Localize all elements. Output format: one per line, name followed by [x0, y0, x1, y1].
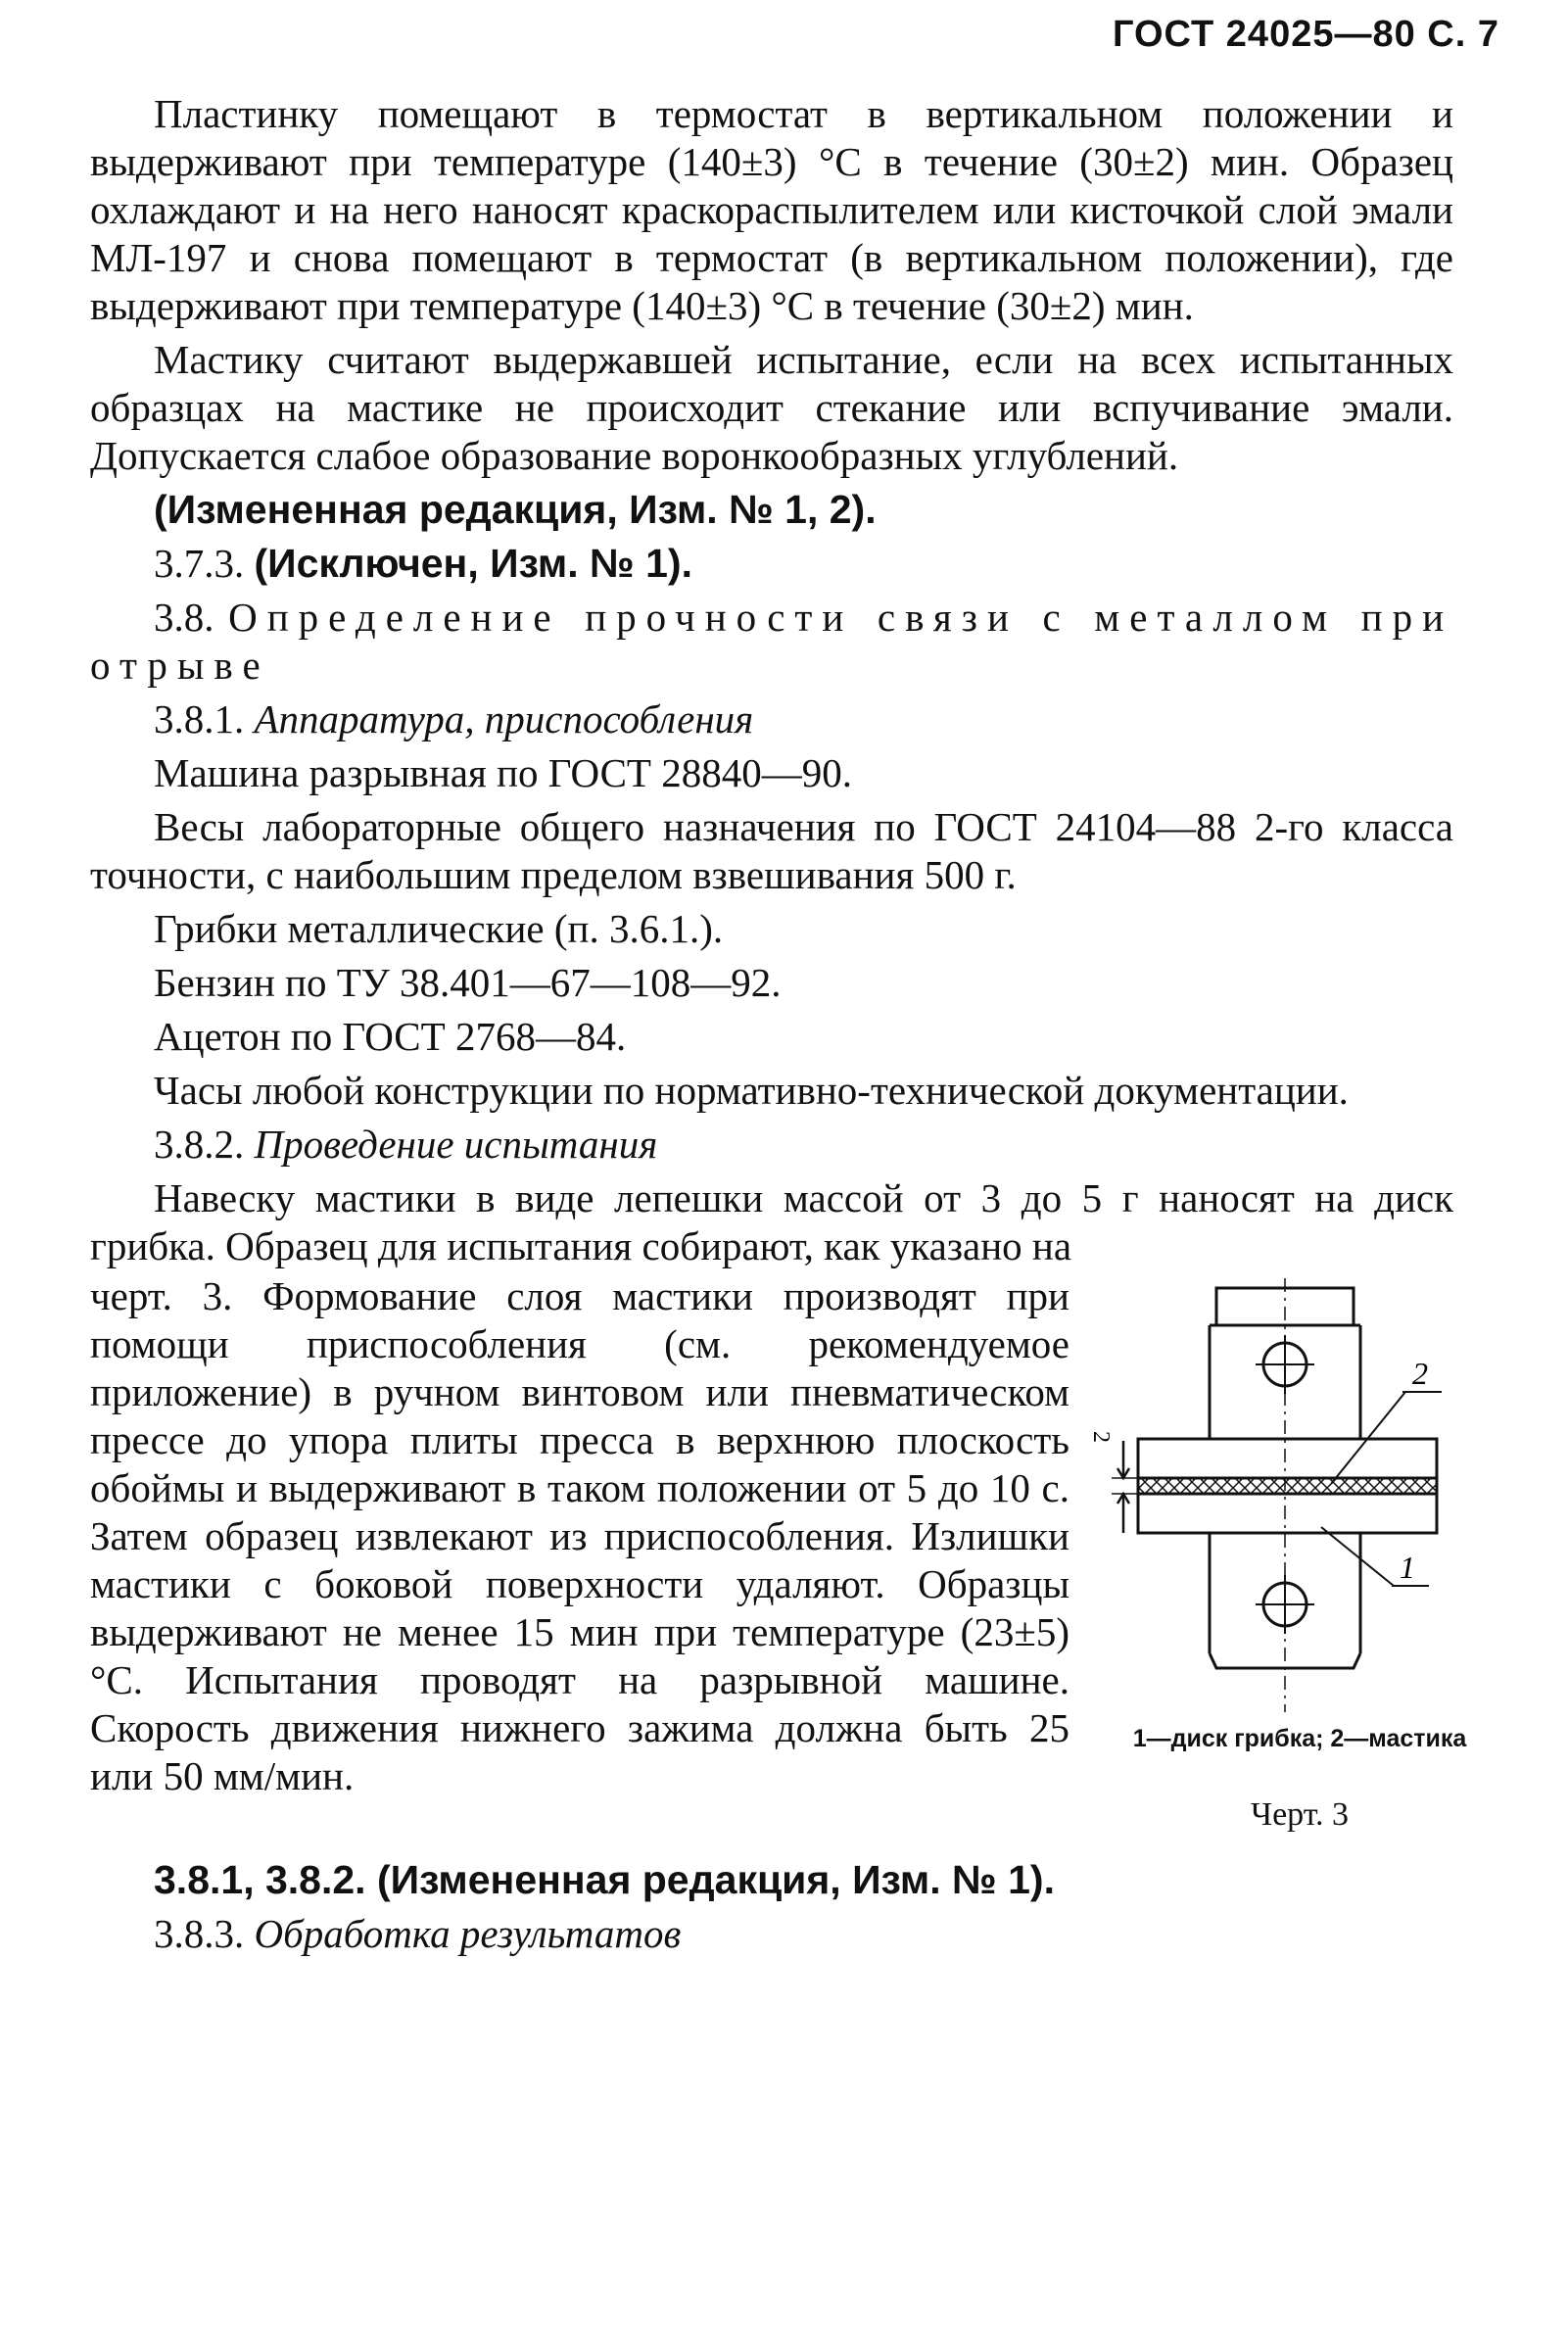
section-number: 3.8. — [154, 595, 214, 640]
procedure-paragraph-start: Навеску мастики в виде лепешки массой от 3 до 5 г наносят на диск грибка. Образец для испытания собирают, как указано на — [90, 1175, 1453, 1268]
document-body — [90, 90, 1467, 1964]
procedure-with-figure — [90, 1272, 1467, 1850]
procedure-paragraph-continued: черт. 3. Формование слоя мастики производят при помощи приспособления (см. рекомендуемое приложение) в ручном винтовом или пневматическом прессе до упора плиты пресса в верхнюю плоскость обоймы и выдерживают в таком положении от 5 до 10 с. Затем образец извлекают из приспособления. Излишки мастики с боковой поверхности удаляют. Образцы выдерживают не менее 15 мин при температуре (23±5) °С. Испытания проводят на разрывной машине. Скорость движения нижнего зажима должна быть 25 или 50 мм/мин. — [90, 1273, 1069, 1798]
revision-note-2 — [90, 1856, 1453, 1904]
subsection-title: Обработка результатов — [254, 1911, 682, 1956]
paragraph-acceptance: Мастику считают выдержавшей испытание, если на всех испытанных образцах на мастике не происходит стекание или вспучивание эмали. Допускается слабое образование воронкообразных углублений. — [90, 337, 1453, 478]
clause-excluded-note: (Исключен, Изм. № 1). — [254, 541, 692, 586]
equipment-item: Грибки металлические (п. 3.6.1.). — [154, 906, 724, 951]
revision-note-1: (Измененная редакция, Изм. № 1, 2). — [154, 487, 877, 532]
equipment-item: Ацетон по ГОСТ 2768—84. — [154, 1014, 627, 1059]
subsection-3-8-1-heading — [90, 695, 1453, 743]
subsection-number: 3.8.2. — [154, 1122, 245, 1167]
upper-disc — [1138, 1439, 1437, 1478]
subsection-title: Аппаратура, приспособления — [254, 696, 754, 741]
label-2: 2 — [1412, 1356, 1428, 1391]
subsection-3-8-2-heading — [90, 1121, 1453, 1169]
equipment-item: Машина разрывная по ГОСТ 28840—90. — [154, 750, 852, 795]
figure-caption: Черт. 3 — [1250, 1796, 1350, 1833]
paragraph-thermostat: Пластинку помещают в термостат в вертикальном положении и выдерживают при температуре (140±3) °С в течение (30±2) мин. Образец охлаждают и на него наносят краскораспылителем или кисточкой слой эмали МЛ-197 и снова помещают в термостат (в вертикальном положении), где выдерживают при температуре (140±3) °С в течение (30±2) мин. — [90, 91, 1453, 328]
subsection-title: Проведение испытания — [254, 1122, 658, 1167]
clause-number: 3.7.3. — [154, 541, 245, 586]
section-title: Определение прочности связи с металлом при отрыве — [90, 595, 1454, 688]
dimension-value: 2 — [1088, 1431, 1114, 1443]
lower-disc — [1138, 1494, 1437, 1533]
subsection-3-8-3-heading — [90, 1910, 1453, 1958]
page-header: ГОСТ 24025—80 С. 7 — [1112, 14, 1499, 55]
mastic-layer — [1138, 1478, 1437, 1494]
test-specimen-drawing — [1088, 1276, 1496, 1717]
figure-legend: 1—диск грибка; 2—мастика — [1132, 1725, 1467, 1752]
label-1: 1 — [1400, 1550, 1415, 1585]
subsection-number: 3.8.3. — [154, 1911, 245, 1956]
subsection-number: 3.8.1. — [154, 696, 245, 741]
figure-3 — [1088, 1276, 1496, 1844]
equipment-item: Часы любой конструкции по нормативно-технической документации. — [154, 1068, 1349, 1113]
revision-note-text: 3.8.1, 3.8.2. (Измененная редакция, Изм. № 1). — [154, 1857, 1055, 1902]
procedure-text-column — [90, 1272, 1069, 1800]
equipment-item: Бензин по ТУ 38.401—67—108—92. — [154, 960, 782, 1005]
leader-line-1 — [1321, 1527, 1394, 1586]
clause-3-7-3 — [90, 540, 1453, 588]
section-3-8-heading — [90, 594, 1453, 690]
equipment-item: Весы лабораторные общего назначения по ГОСТ 24104—88 2-го класса точности, с наибольшим пределом взвешивания 500 г. — [90, 804, 1453, 897]
